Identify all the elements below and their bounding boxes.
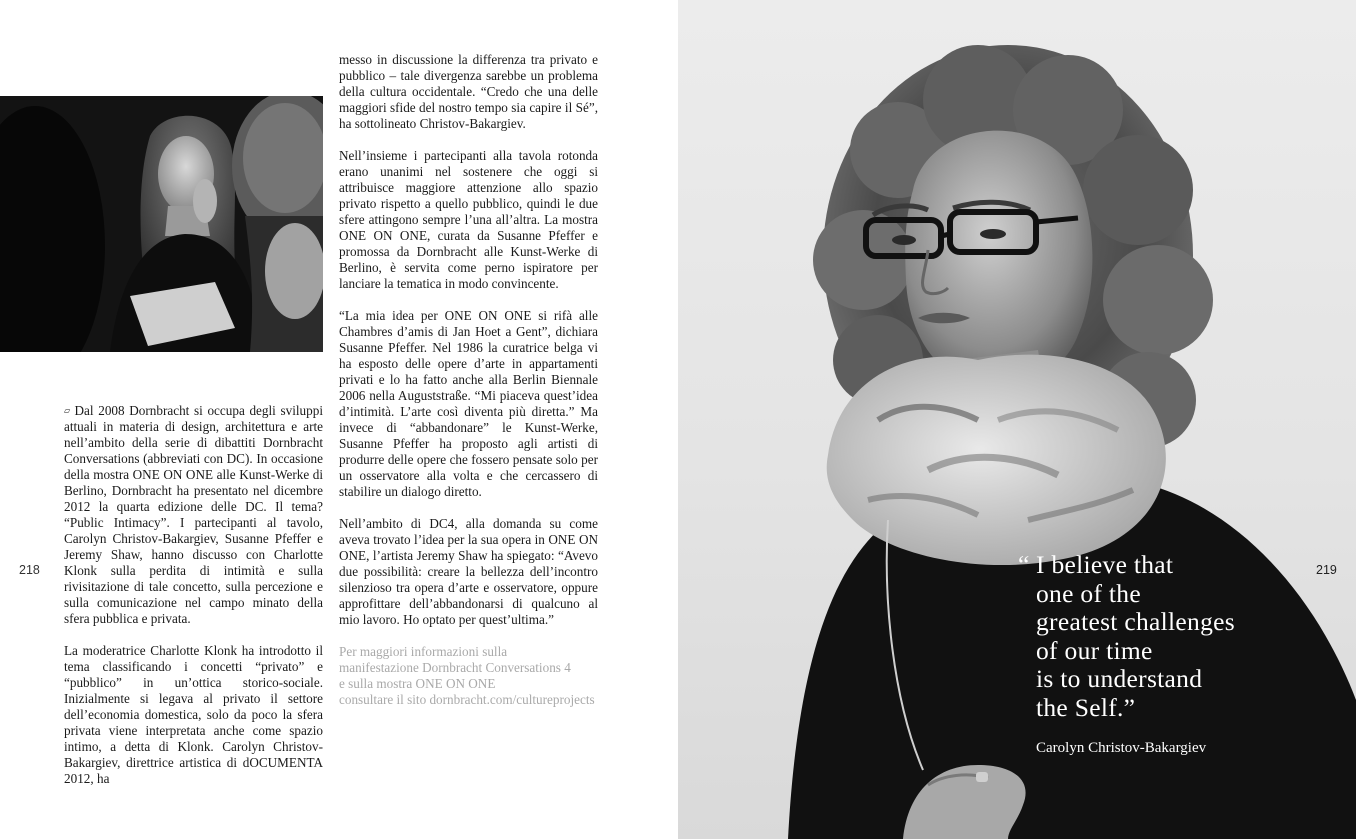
page-number-right: 219 xyxy=(1316,563,1337,577)
quote-line: is to understand xyxy=(1036,664,1203,693)
quote-line: greatest challenges xyxy=(1036,607,1235,636)
paragraph: messo in discussione la differenza tra privato e pubblico – tale divergenza sarebbe un problema della cultura occidentale. “Credo che una delle maggiori sfide del nostro tempo sia capire il Sé”, ha sottolineato Christov-Bakargiev. xyxy=(339,52,598,131)
text-column-1 xyxy=(64,403,323,803)
quote-line: “ I believe that xyxy=(1018,550,1174,579)
text-column-2 xyxy=(339,52,598,708)
right-page xyxy=(678,0,1356,839)
quote-line: one of the xyxy=(1036,578,1141,608)
info-line: consultare il sito dornbracht.com/cultureprojects xyxy=(339,692,595,707)
roundtable-photo xyxy=(0,96,323,352)
info-line: e sulla mostra ONE ON ONE xyxy=(339,676,496,691)
paragraph-text: Dal 2008 Dornbracht si occupa degli sviluppi attuali in materia di design, architettura e arte nell’ambito della serie di dibattiti Dornbracht Conversations (abbreviati con DC). In occasione della mostra ONE ON ONE alle Kunst-Werke di Berlino, Dornbracht ha presentato nel dicembre 2012 la quarta edizione delle DC. Il tema? “Public Intimacy”. I partecipanti al tavolo, Carolyn Christov-Bakargiev, Susanne Pfeffer e Jeremy Shaw, hanno discusso con Charlotte Klonk sulla perdita di intimità e sulla rivisitazione di tale concetto, sulla percezione e sulla comunicazione nel campo minato della sfera pubblica e privata. xyxy=(64,403,323,626)
paragraph: Nell’ambito di DC4, alla domanda su come aveva trovato l’idea per la sua opera in ONE ON ONE, l’artista Jeremy Shaw ha spiegato: “Avevo due possibilità: creare la bellezza dell’incontro silenzioso tra opera d’arte e osservatore, oppure approfittare dell’abbandonarsi di qualcuno al mio lavoro. Ho optato per quest’ultima.” xyxy=(339,516,598,627)
info-line: manifestazione Dornbracht Conversations 4 xyxy=(339,660,571,675)
more-info-note xyxy=(339,644,598,708)
quote-line: the Self.” xyxy=(1036,692,1136,722)
paragraph: Nell’insieme i partecipanti alla tavola rotonda erano unanimi nel sostenere che oggi si attribuisce maggiore attenzione allo spazio privato rispetto a quello pubblico, quindi le due sfere attingono sempre l’una all’altra. La mostra ONE ON ONE, curata da Susanne Pfeffer e promossa da Dornbracht alle Kunst-Werke di Berlino, è servita come perno ispiratore per lanciare la tematica in modo convincente. xyxy=(339,148,598,291)
quote-open-mark: “ xyxy=(1018,550,1030,579)
pull-quote xyxy=(1018,551,1268,722)
page-number-left: 218 xyxy=(19,563,40,577)
info-line: Per maggiori informazioni sulla xyxy=(339,644,508,659)
section-marker: ▱ xyxy=(64,406,72,415)
quote-attribution: Carolyn Christov-Bakargiev xyxy=(1036,740,1207,756)
paragraph: La moderatrice Charlotte Klonk ha introdotto il tema classificando i concetti “privato” e “pubblico” in un’ottica storico-sociale. Inizialmente si legava al privato il settore dell’economia domestica, solo da poco la sfera privata viene interpretata anche come spazio intimo, a detta di Klonk. Carolyn Christov-Bakargiev, direttrice artistica di dOCUMENTA 2012, ha xyxy=(64,643,323,786)
paragraph: “La mia idea per ONE ON ONE si rifà alle Chambres d’amis di Jan Hoet a Gent”, dichiara Susanne Pfeffer. Nel 1986 la curatrice belga vi ha esposto delle opere d’arte in appartamenti privati e lo ha fatto anche alla Berlin Biennale 2006 nella Auguststraße. “Mi piaceva quest’idea d’intimità. L’arte così diventa più diretta.” Ma invece di “abbandonare” le Kunst-Werke, Susanne Pfeffer ha proposto agli artisti di produrre delle opere che fossero pensate solo per un osservatore alla volta e che cercassero di stabilire un dialogo diretto. xyxy=(339,308,598,499)
paragraph xyxy=(64,403,323,627)
quote-line: of our time xyxy=(1036,635,1153,665)
